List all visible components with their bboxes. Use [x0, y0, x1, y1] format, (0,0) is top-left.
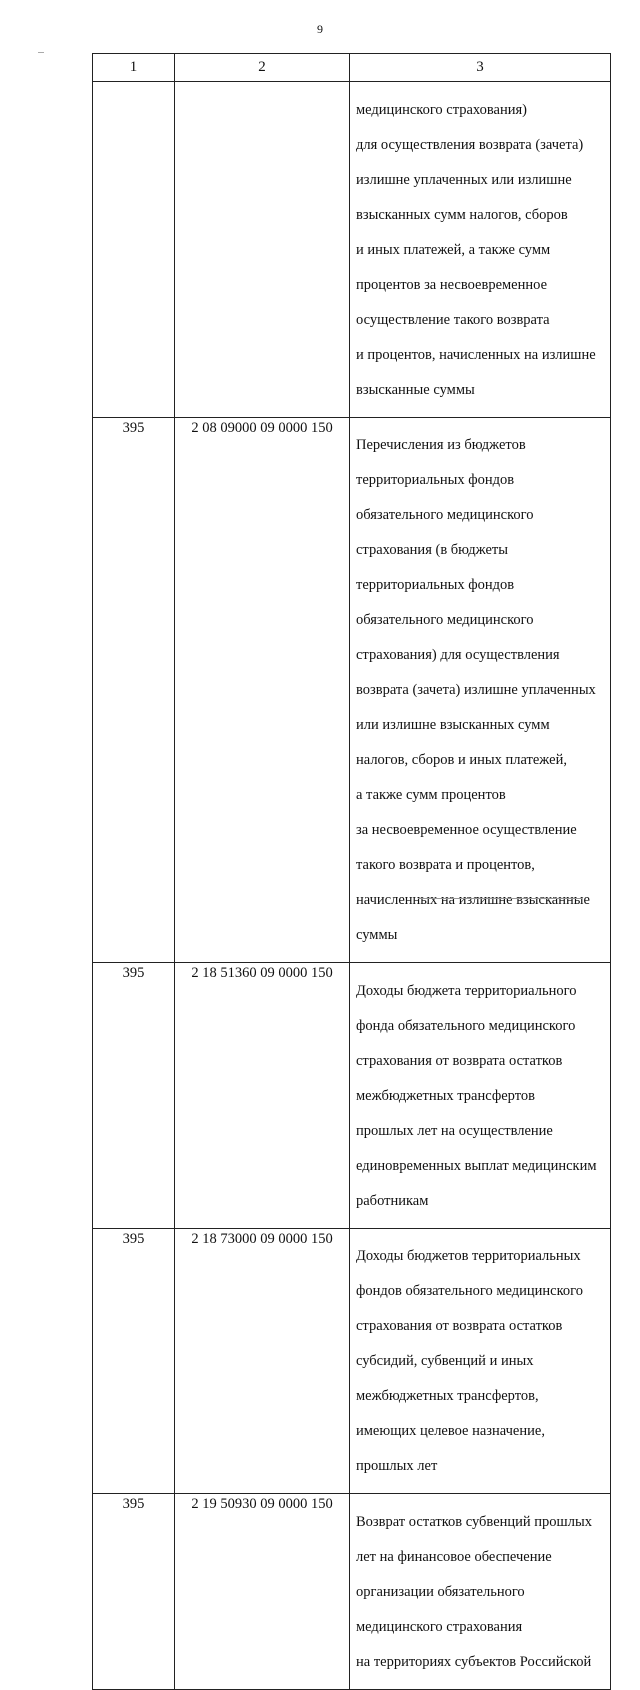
- description-cell: [350, 82, 611, 418]
- description-line: или излишне взысканных сумм: [356, 717, 550, 733]
- footer-rule: [418, 898, 582, 899]
- description-line: для осуществления возврата (зачета): [356, 136, 584, 153]
- description-line: за несвоевременное осуществление: [356, 822, 577, 838]
- description-line: субсидий, субвенций и иных: [356, 1353, 534, 1369]
- description-line: Доходы бюджета территориального: [356, 982, 577, 999]
- admin-code-cell: 395: [93, 417, 175, 963]
- table-row: [93, 963, 611, 1229]
- description-line: Возврат остатков субвенций прошлых: [356, 1513, 592, 1530]
- description-line: фонда обязательного медицинского: [356, 1017, 576, 1034]
- description-cell: [350, 1494, 611, 1690]
- budget-code-cell: 2 18 73000 09 0000 150: [175, 1228, 350, 1494]
- description-line: Доходы бюджетов территориальных: [356, 1248, 581, 1264]
- description-line: страхования) для осуществления: [356, 647, 560, 663]
- description-line: работникам: [356, 1192, 429, 1209]
- description-line: межбюджетных трансфертов,: [356, 1388, 539, 1404]
- table-row: [93, 417, 611, 963]
- description-line: прошлых лет: [356, 1458, 438, 1474]
- revenue-codes-table: [92, 53, 611, 1690]
- table-header-row: [93, 54, 611, 82]
- description-line: и процентов, начисленных на излишне: [356, 346, 596, 363]
- budget-code-cell: 2 18 51360 09 0000 150: [175, 963, 350, 1229]
- budget-code-cell: 2 08 09000 09 0000 150: [175, 417, 350, 963]
- table-row: [93, 1494, 611, 1690]
- description-line: медицинского страхования): [356, 101, 527, 118]
- description-line: а также сумм процентов: [356, 787, 506, 803]
- description-line: взысканных сумм налогов, сборов: [356, 206, 568, 223]
- description-line: единовременных выплат медицинским: [356, 1157, 597, 1174]
- description-line: суммы: [356, 927, 398, 943]
- description-line: страхования от возврата остатков: [356, 1318, 563, 1334]
- admin-code-cell: 395: [93, 963, 175, 1229]
- description-line: возврата (зачета) излишне уплаченных: [356, 682, 596, 698]
- description-line: взысканные суммы: [356, 381, 475, 398]
- description-line: организации обязательного: [356, 1583, 525, 1600]
- description-line: территориальных фондов: [356, 577, 515, 593]
- description-line: страхования (в бюджеты: [356, 542, 508, 558]
- description-line: начисленных на излишне взысканные: [356, 892, 590, 908]
- table-row: [93, 82, 611, 418]
- description-line: обязательного медицинского: [356, 612, 534, 628]
- description-line: страхования от возврата остатков: [356, 1052, 563, 1069]
- description-line: процентов за несвоевременное: [356, 276, 547, 293]
- description-line: лет на финансовое обеспечение: [356, 1548, 552, 1565]
- description-cell: [350, 417, 611, 963]
- description-line: осуществление такого возврата: [356, 311, 550, 328]
- column-header-3: 3: [350, 54, 611, 82]
- column-header-1: 1: [93, 54, 175, 82]
- description-line: межбюджетных трансфертов: [356, 1087, 535, 1104]
- table-row: [93, 1228, 611, 1494]
- description-line: излишне уплаченных или излишне: [356, 171, 572, 188]
- description-line: фондов обязательного медицинского: [356, 1283, 583, 1299]
- description-line: обязательного медицинского: [356, 507, 534, 523]
- description-line: и иных платежей, а также сумм: [356, 241, 551, 258]
- description-line: территориальных фондов: [356, 472, 515, 488]
- description-line: налогов, сборов и иных платежей,: [356, 752, 567, 768]
- description-cell: [350, 963, 611, 1229]
- admin-code-cell: [93, 82, 175, 418]
- admin-code-cell: 395: [93, 1494, 175, 1690]
- budget-code-cell: [175, 82, 350, 418]
- margin-mark: [38, 52, 44, 53]
- description-cell: [350, 1228, 611, 1494]
- description-line: такого возврата и процентов,: [356, 857, 535, 873]
- admin-code-cell: 395: [93, 1228, 175, 1494]
- column-header-2: 2: [175, 54, 350, 82]
- description-line: медицинского страхования: [356, 1618, 523, 1635]
- description-line: Перечисления из бюджетов: [356, 437, 526, 453]
- description-line: на территориях субъектов Российской: [356, 1653, 592, 1670]
- page-number: 9: [317, 22, 323, 36]
- description-line: прошлых лет на осуществление: [356, 1122, 553, 1139]
- description-line: имеющих целевое назначение,: [356, 1423, 545, 1439]
- budget-code-cell: 2 19 50930 09 0000 150: [175, 1494, 350, 1690]
